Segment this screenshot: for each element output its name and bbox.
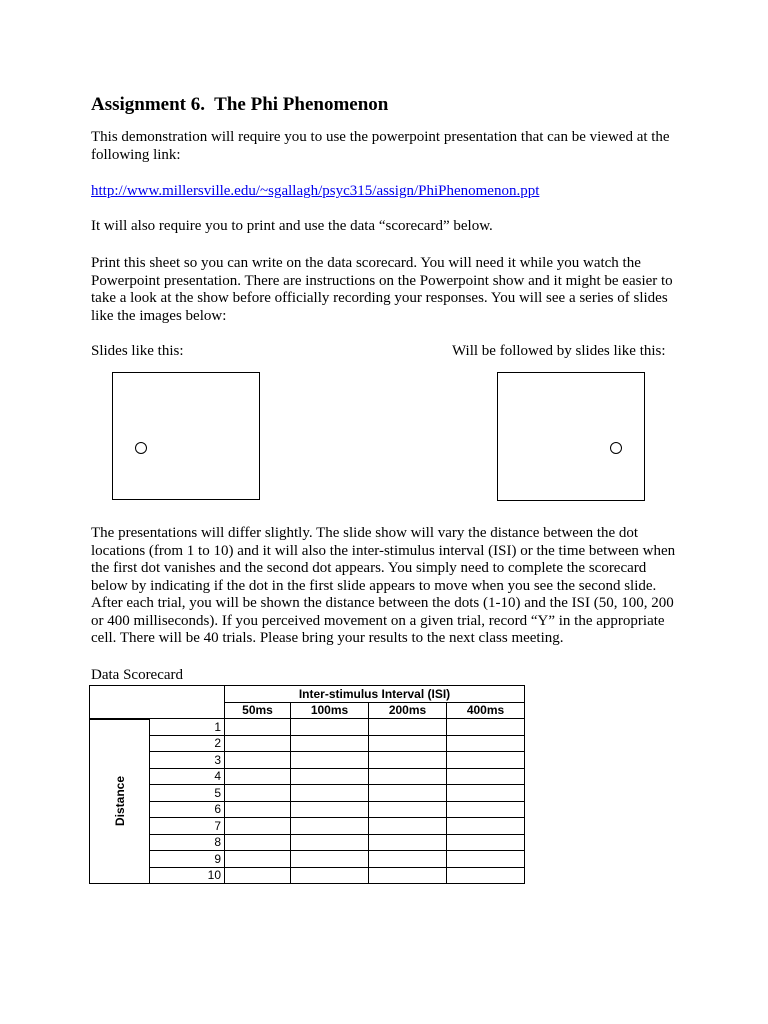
score-cell[interactable] [291, 834, 369, 851]
column-header-200ms: 200ms [369, 702, 447, 719]
column-header-400ms: 400ms [447, 702, 525, 719]
print-instructions [91, 255, 691, 325]
score-cell[interactable] [369, 851, 447, 868]
distance-value: 8 [150, 834, 225, 851]
table-row [90, 735, 525, 752]
intro-paragraph [91, 129, 691, 164]
score-cell[interactable] [225, 801, 291, 818]
table-row [90, 818, 525, 835]
score-cell[interactable] [369, 719, 447, 736]
distance-value: 2 [150, 735, 225, 752]
print-line: take a look at the show before officially recording your responses. You will see a series of slides [91, 290, 668, 306]
score-cell[interactable] [291, 818, 369, 835]
score-cell[interactable] [447, 752, 525, 769]
intro-line: This demonstration will require you to use the powerpoint presentation that can be viewed at the [91, 129, 670, 145]
isi-group-header: Inter-stimulus Interval (ISI) [225, 686, 525, 703]
score-cell[interactable] [369, 867, 447, 884]
score-cell[interactable] [225, 818, 291, 835]
intro-line: following link: [91, 146, 181, 163]
table-row [90, 719, 525, 736]
slides-caption-left-text: Slides like this: [91, 343, 184, 359]
score-cell[interactable] [369, 735, 447, 752]
print-line: Print this sheet so you can write on the data scorecard. You will need it while you watch the [91, 255, 641, 271]
score-cell[interactable] [291, 735, 369, 752]
scorecard-caption: Data Scorecard [91, 667, 184, 683]
scorecard-note-text: It will also require you to print and use the data “scorecard” below. [91, 218, 493, 234]
second-slide-image [497, 372, 645, 501]
distance-value: 7 [150, 818, 225, 835]
score-cell[interactable] [291, 801, 369, 818]
description-line: or 400 milliseconds). If you perceived movement on a given trial, record “Y” in the appropriate [91, 612, 665, 629]
score-cell[interactable] [225, 768, 291, 785]
first-slide-image [112, 372, 260, 500]
description-line: cell. There will be 40 trials. Please bring your results to the next class meeting. [91, 630, 564, 646]
table-row [90, 834, 525, 851]
presentation-link[interactable]: http://www.millersville.edu/~sgallagh/psyc315/assign/PhiPhenomenon.ppt [91, 183, 540, 199]
table-row [90, 785, 525, 802]
distance-value: 10 [150, 867, 225, 884]
score-cell[interactable] [447, 851, 525, 868]
link-paragraph [91, 183, 691, 201]
description-line: locations (from 1 to 10) and it will also the inter-stimulus interval (ISI) or the time between when [91, 542, 676, 559]
description-line: The presentations will differ slightly. The slide show will vary the distance between the dot [91, 525, 639, 541]
print-line: Powerpoint presentation. There are instructions on the Powerpoint show and it might be easier to [91, 272, 673, 289]
table-header-row [90, 686, 525, 703]
score-cell[interactable] [291, 785, 369, 802]
score-cell[interactable] [447, 867, 525, 884]
score-cell[interactable] [225, 752, 291, 769]
empty-header-cell [90, 686, 225, 719]
score-cell[interactable] [447, 719, 525, 736]
distance-value: 6 [150, 801, 225, 818]
table-row [90, 851, 525, 868]
table-row [90, 801, 525, 818]
score-cell[interactable] [447, 818, 525, 835]
score-cell[interactable] [369, 752, 447, 769]
description-line: After each trial, you will be shown the distance between the dots (1-10) and the ISI (50, 100, 200 [91, 595, 674, 611]
description-line: the first dot vanishes and the second dot appears. You simply need to complete the scorecard [91, 560, 647, 576]
score-cell[interactable] [447, 785, 525, 802]
column-header-50ms: 50ms [225, 702, 291, 719]
column-header-100ms: 100ms [291, 702, 369, 719]
slides-caption-right: Will be followed by slides like this: [452, 343, 666, 359]
score-cell[interactable] [369, 768, 447, 785]
score-cell[interactable] [447, 834, 525, 851]
score-cell[interactable] [225, 735, 291, 752]
score-cell[interactable] [225, 851, 291, 868]
score-cell[interactable] [369, 785, 447, 802]
score-cell[interactable] [369, 834, 447, 851]
scorecard-note [91, 218, 691, 236]
description-paragraph [91, 525, 691, 648]
score-cell[interactable] [225, 834, 291, 851]
distance-value: 4 [150, 768, 225, 785]
score-cell[interactable] [291, 867, 369, 884]
page-title: Assignment 6. The Phi Phenomenon [91, 94, 389, 115]
score-cell[interactable] [447, 735, 525, 752]
table-row [90, 752, 525, 769]
distance-value: 9 [150, 851, 225, 868]
score-cell[interactable] [225, 719, 291, 736]
score-cell[interactable] [447, 768, 525, 785]
table-row [90, 867, 525, 884]
score-cell[interactable] [447, 801, 525, 818]
score-cell[interactable] [291, 768, 369, 785]
first-dot [135, 442, 147, 454]
score-cell[interactable] [291, 719, 369, 736]
distance-value: 5 [150, 785, 225, 802]
score-cell[interactable] [291, 851, 369, 868]
table-row [90, 768, 525, 785]
distance-value: 1 [150, 719, 225, 736]
score-cell[interactable] [291, 752, 369, 769]
description-line: below by indicating if the dot in the first slide appears to move when you see the second slide. [91, 577, 657, 594]
distance-label: Distance [112, 776, 127, 827]
score-cell[interactable] [225, 785, 291, 802]
score-cell[interactable] [369, 801, 447, 818]
score-cell[interactable] [369, 818, 447, 835]
distance-label-cell [90, 719, 150, 884]
distance-value: 3 [150, 752, 225, 769]
data-scorecard-table [89, 685, 525, 884]
second-dot [610, 442, 622, 454]
score-cell[interactable] [225, 867, 291, 884]
print-line: like the images below: [91, 307, 227, 324]
